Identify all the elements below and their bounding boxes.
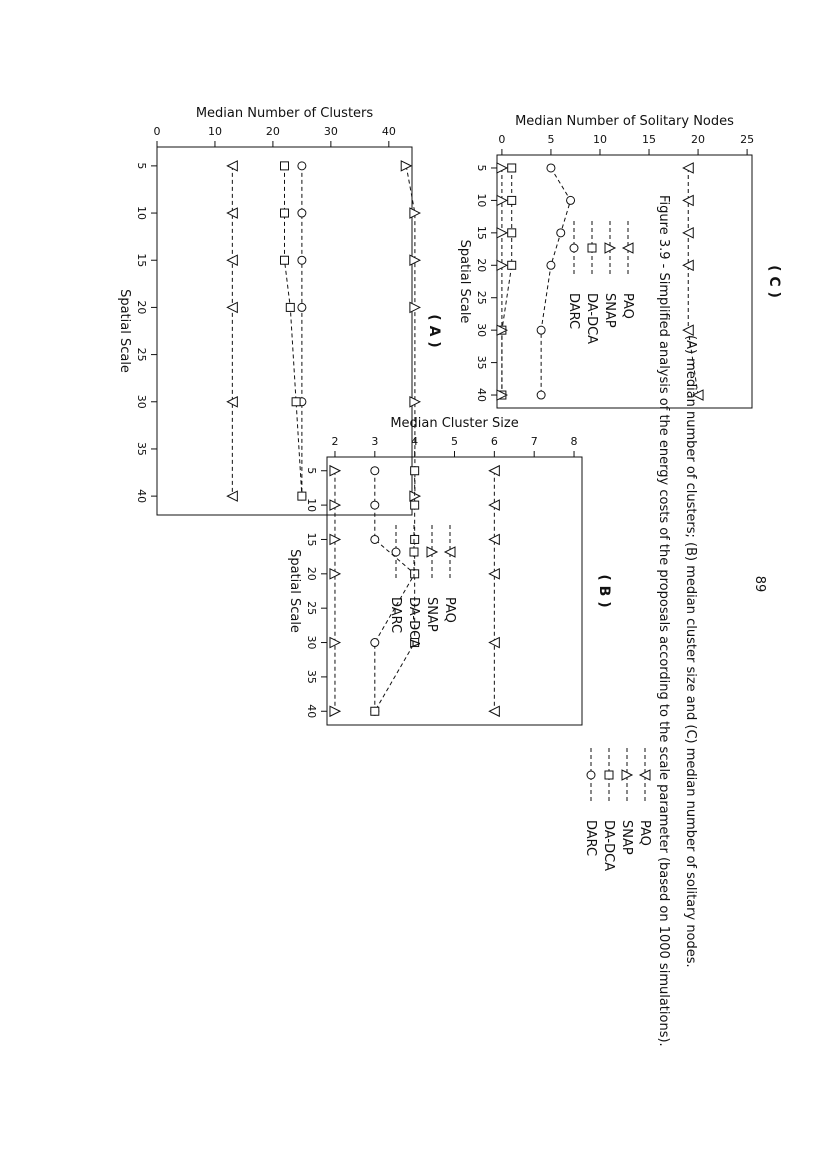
x-tick-label: 15 [135,253,148,268]
data-point-da-dca [286,303,294,311]
y-tick-label: 3 [371,435,379,448]
y-axis-label: Median Number of Solitary Nodes [515,114,734,129]
panel-a-chart [117,106,652,871]
data-point-da-dca [281,162,289,170]
data-point-da-dca [508,196,516,204]
data-point-paq [227,491,237,501]
series-line-darc [375,471,415,712]
y-tick-label: 40 [381,125,396,138]
panel-title: ( C ) [766,265,782,298]
plot-frame [327,457,582,725]
x-tick-label: 35 [135,441,148,456]
data-point-da-dca [411,501,419,509]
x-axis-label: Spatial Scale [457,239,472,324]
legend-label-darc: DARC [583,820,598,857]
y-tick-label: 10 [592,133,607,146]
x-tick-label: 20 [135,300,148,315]
x-axis-label: Spatial Scale [287,549,302,633]
data-point-da-dca [281,256,289,264]
data-point-da-dca [298,492,306,500]
data-point-darc [371,467,379,475]
x-tick-label: 35 [475,355,488,370]
x-tick-label: 15 [475,225,488,240]
data-point-darc [567,196,575,204]
panel-b-chart [287,416,612,725]
figure-caption-line-1: Figure 3.9 - Simplified analysis of the energy costs of the proposals according to the scale parameter (based on 1000 simulations). [656,195,671,1047]
y-tick-label: 8 [570,435,578,448]
legend-marker-da-dca [588,244,596,252]
x-tick-label: 35 [305,669,318,684]
x-tick-label: 25 [135,347,148,362]
y-tick-label: 6 [490,435,498,448]
x-tick-label: 10 [475,193,488,208]
y-tick-label: 20 [265,125,280,138]
y-tick-label: 2 [331,435,339,448]
data-point-darc [371,501,379,509]
data-point-snap [401,161,411,171]
legend-label-da-dca: DA-DCA [406,597,421,649]
y-tick-label: 5 [451,435,458,448]
data-point-darc [547,164,555,172]
legend-label-snap: SNAP [619,820,634,855]
data-point-darc [371,639,379,647]
x-tick-label: 30 [305,635,318,650]
x-tick-label: 40 [475,388,488,403]
data-point-snap [410,302,420,312]
x-tick-label: 10 [135,206,148,221]
y-tick-label: 7 [530,435,538,448]
legend-label-snap: SNAP [424,597,439,632]
y-tick-label: 5 [547,133,555,146]
y-tick-label: 30 [323,125,338,138]
data-point-darc [298,209,306,217]
x-tick-label: 40 [135,489,148,504]
legend-label-snap: SNAP [602,293,617,328]
legend-label-paq: PAQ [442,597,457,623]
data-point-paq [227,302,237,312]
legend-label-paq: PAQ [620,293,635,319]
panel-c-chart [457,114,782,408]
rotated-figure [117,106,782,1047]
data-point-darc [537,391,545,399]
y-tick-label: 0 [498,133,506,146]
legend-marker-darc [587,771,595,779]
x-tick-label: 20 [305,566,318,581]
data-point-paq [683,228,693,238]
data-point-darc [557,229,565,237]
x-tick-label: 5 [135,162,148,170]
data-point-snap [330,706,340,716]
data-point-paq [489,706,499,716]
y-tick-label: 4 [411,435,419,448]
x-tick-label: 20 [475,258,488,273]
legend-label-da-dca: DA-DCA [601,820,616,872]
data-point-da-dca [371,707,379,715]
y-tick-label: 0 [153,125,161,138]
legend-marker-darc [570,244,578,252]
legend-label-darc: DARC [388,597,403,634]
data-point-darc [298,303,306,311]
plot-frame [497,155,752,408]
y-tick-label: 10 [207,125,222,138]
x-tick-label: 10 [305,498,318,513]
data-point-da-dca [411,467,419,475]
data-point-darc [371,535,379,543]
legend-marker-da-dca [605,771,613,779]
x-tick-label: 25 [305,601,318,616]
y-tick-label: 15 [642,133,657,146]
x-tick-label: 15 [305,532,318,547]
data-point-da-dca [411,535,419,543]
x-tick-label: 5 [305,467,318,475]
data-point-da-dca [508,164,516,172]
data-point-paq [227,255,237,265]
data-point-da-dca [281,209,289,217]
data-point-darc [298,162,306,170]
data-point-da-dca [508,229,516,237]
data-point-da-dca [411,570,419,578]
series-line-da-dca [375,471,415,712]
panel-title: ( B ) [596,574,612,608]
y-axis-label: Median Number of Clusters [195,106,374,121]
y-tick-label: 25 [740,133,755,146]
x-tick-label: 5 [475,164,488,172]
data-point-darc [537,326,545,334]
data-point-darc [298,256,306,264]
y-tick-label: 20 [691,133,706,146]
x-tick-label: 40 [305,704,318,719]
data-point-snap [497,228,507,238]
x-tick-label: 30 [475,323,488,338]
figure-caption-line-2: (A) median number of clusters; (B) median cluster size and (C) median number of solitary nodes. [683,335,698,968]
series-line-darc [541,168,570,395]
x-tick-label: 25 [475,290,488,305]
legend-marker-da-dca [410,548,418,556]
x-axis-label: Spatial Scale [117,289,132,373]
data-point-darc [547,261,555,269]
legend-label-darc: DARC [566,293,581,330]
panel-title: ( A ) [426,314,442,348]
legend-marker-darc [392,548,400,556]
legend-label-da-dca: DA-DCA [584,293,599,345]
legend-label-paq: PAQ [637,820,652,846]
x-tick-label: 30 [135,394,148,409]
data-point-paq [683,325,693,335]
data-point-da-dca [292,398,300,406]
data-point-da-dca [508,261,516,269]
y-axis-label: Median Cluster Size [390,416,519,431]
page-number: 89 [752,575,767,593]
